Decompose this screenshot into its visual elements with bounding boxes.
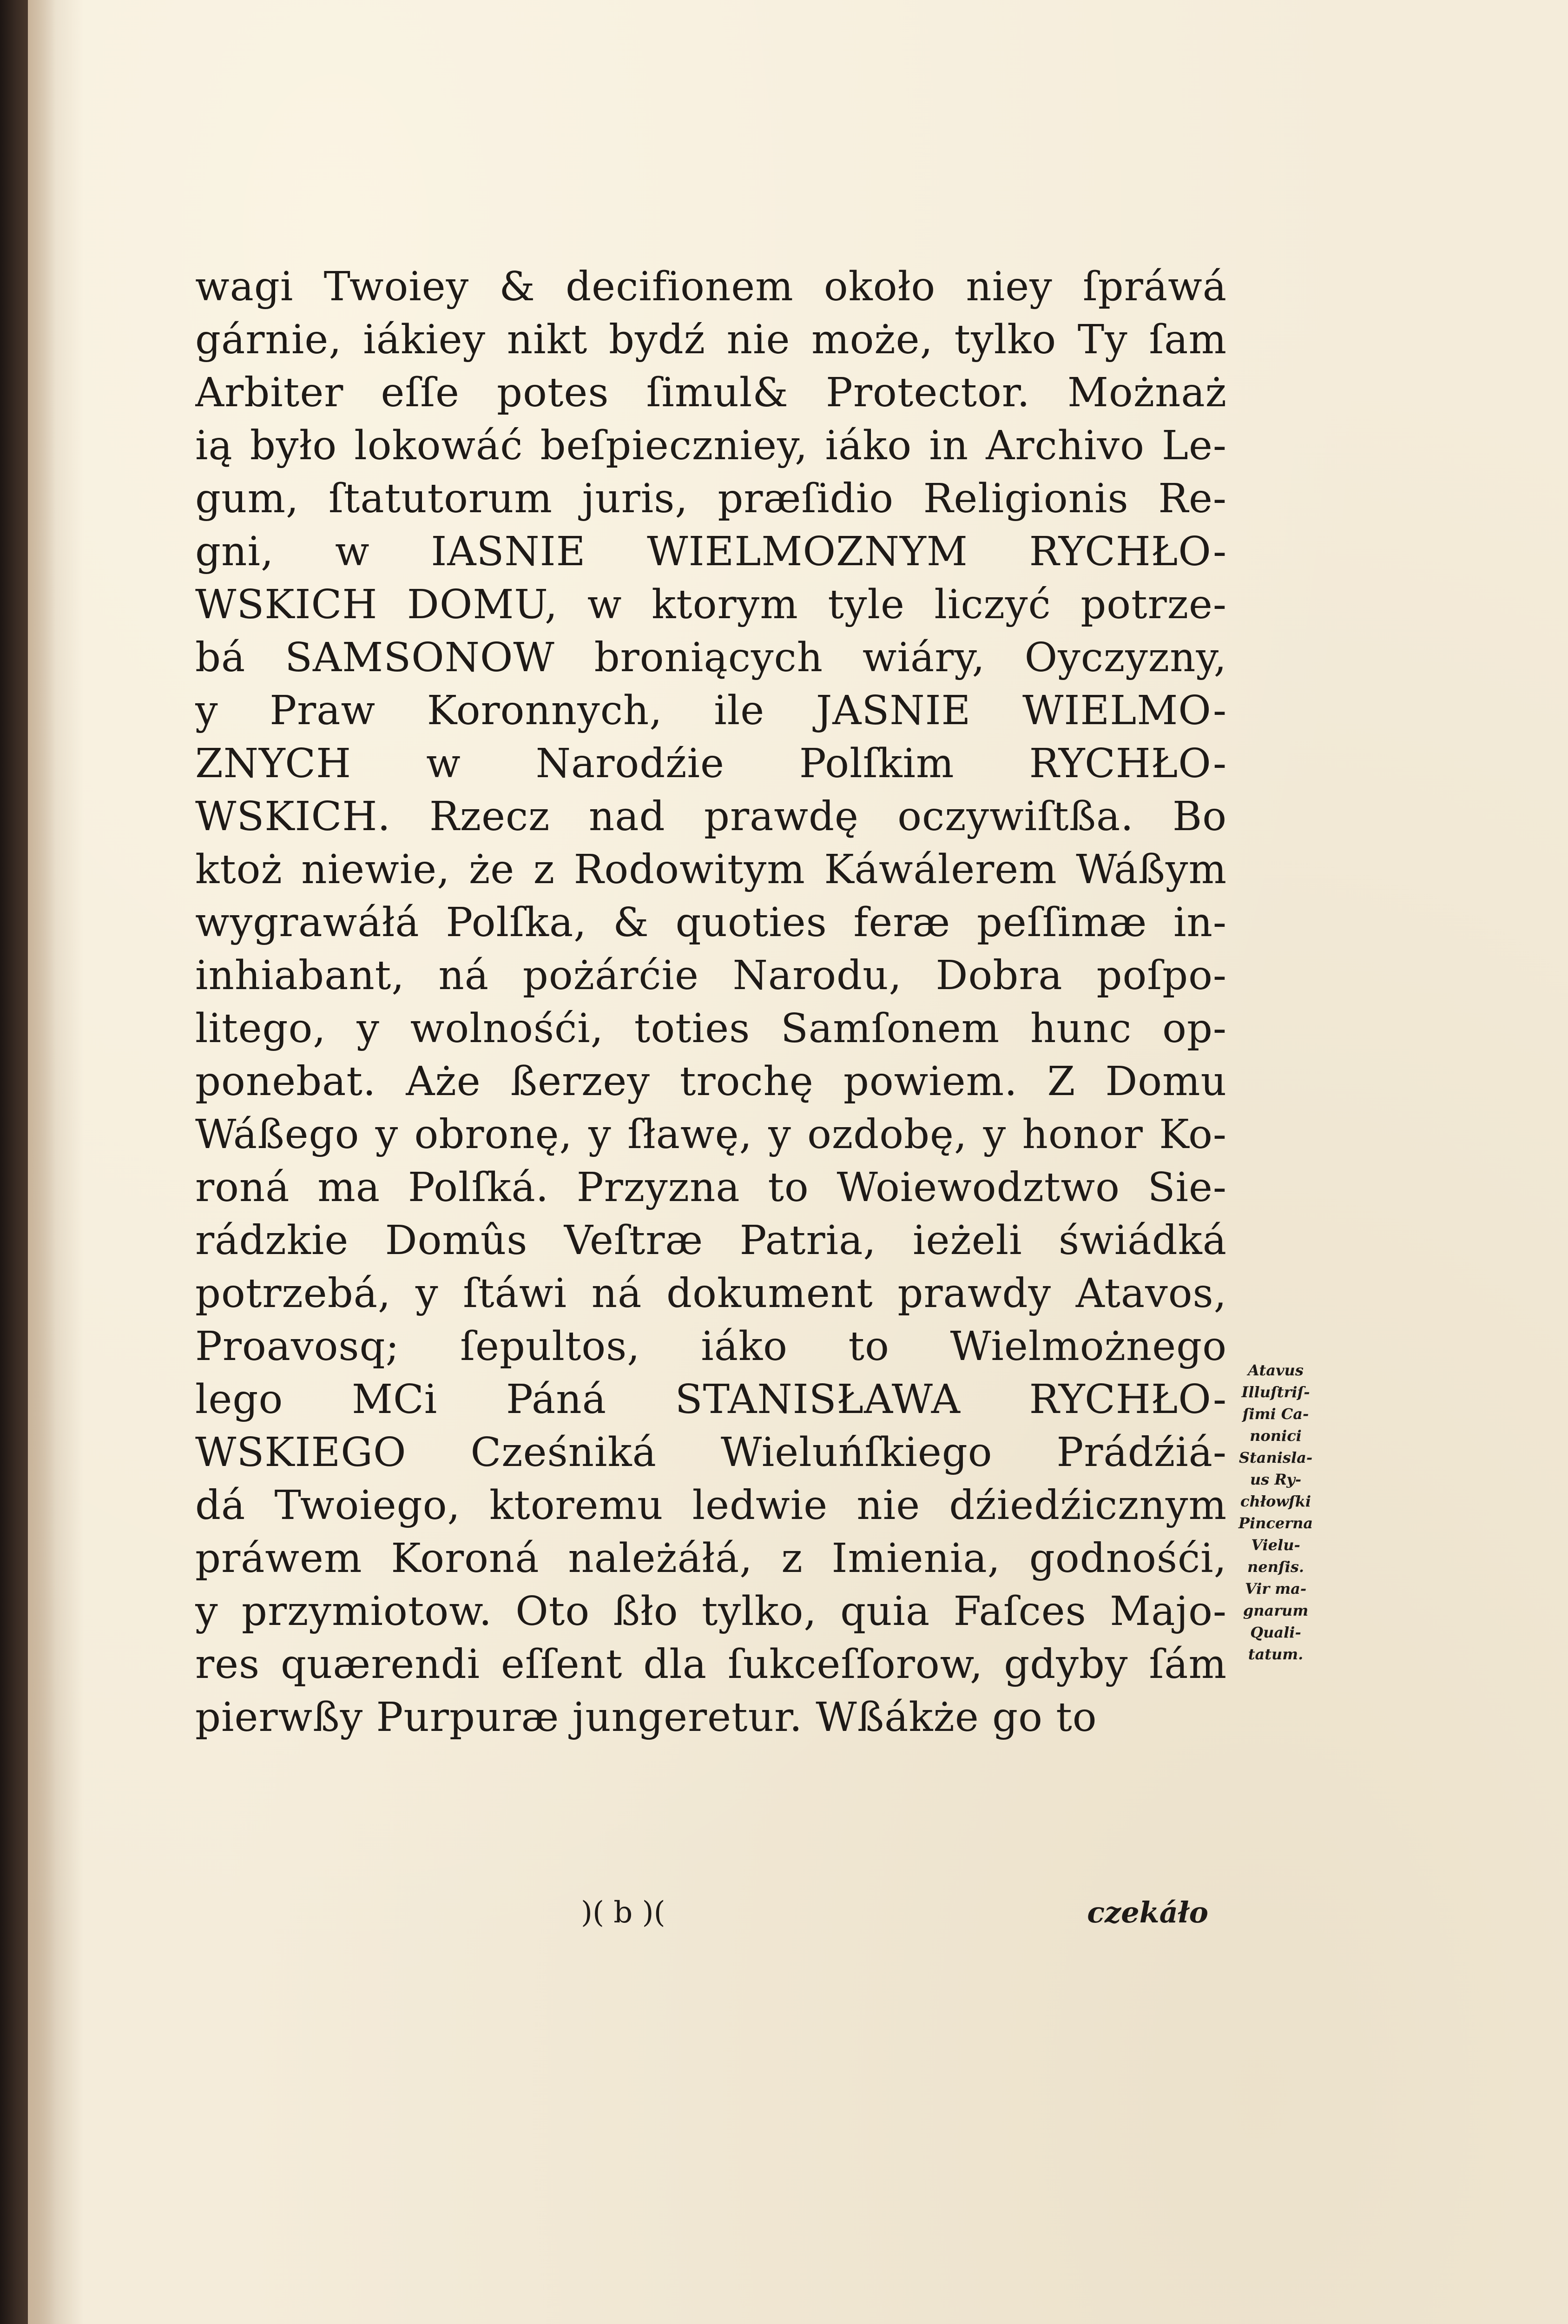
- text-line: wagi Twoiey & decifionem około niey ſpráwá: [195, 264, 1227, 310]
- text-line: gárnie, iákiey nikt bydź nie może, tylko Ty ſam: [195, 317, 1227, 363]
- margin-note-line: Quali-: [1250, 1624, 1301, 1641]
- text-line: potrzebá, y ſtáwi ná dokument prawdy Atavos,: [195, 1270, 1227, 1317]
- margin-note-line: chłowſki: [1240, 1492, 1311, 1510]
- text-line: litego, y wolnośći, toties Samſonem hunc op-: [195, 1005, 1227, 1052]
- text-line: ktoż niewie, że z Rodowitym Káwálerem Wáßym: [195, 846, 1227, 893]
- text-line: rádzkie Domûs Veſtræ Patria, ieżeli świádká: [195, 1217, 1227, 1264]
- margin-note-line: Stanisla-: [1239, 1449, 1313, 1466]
- margin-note-line: Illuſtriſ-: [1241, 1383, 1310, 1401]
- main-text-block: [195, 260, 1227, 1744]
- text-line: bá SAMSONOW broniących wiáry, Oyczyzny,: [195, 634, 1227, 681]
- margin-note-line: Vir ma-: [1245, 1580, 1307, 1598]
- text-line: Proavosq; ſepultos, iáko to Wielmożnego: [195, 1323, 1227, 1370]
- margin-note-line: gnarum: [1243, 1602, 1309, 1619]
- margin-note-line: nenſis.: [1247, 1558, 1304, 1576]
- margin-note-line: Vielu-: [1251, 1536, 1300, 1554]
- text-line: WSKICH DOMU, w ktorym tyle liczyć potrze-: [195, 581, 1227, 628]
- text-line: res quærendi eſſent dla ſukceſſorow, gdyby ſám: [195, 1641, 1227, 1688]
- page-footer: [195, 1887, 1227, 1938]
- catchword: czekáło: [1087, 1895, 1208, 1929]
- margin-note-line: us Ry-: [1250, 1471, 1302, 1488]
- text-line: dá Twoiego, ktoremu ledwie nie dźiedźicznym: [195, 1482, 1227, 1529]
- margin-note-line: nonici: [1250, 1427, 1302, 1445]
- text-line: ią było lokowáć beſpieczniey, iáko in Archivo Le-: [195, 423, 1227, 469]
- text-line: práwem Koroná należáłá, z Imienia, godnośći,: [195, 1535, 1227, 1582]
- text-line: ponebat. Aże ßerzey trochę powiem. Z Domu: [195, 1058, 1227, 1105]
- text-line: Wáßego y obronę, y ſławę, y ozdobę, y honor Ko-: [195, 1111, 1227, 1158]
- text-line: ZNYCH w Narodźie Polſkim RYCHŁO-: [195, 740, 1227, 787]
- text-line: inhiabant, ná pożárćie Narodu, Dobra poſpo-: [195, 952, 1227, 999]
- text-line: lego MCi Páná STANISŁAWA RYCHŁO-: [195, 1376, 1227, 1423]
- text-line: wygrawáłá Polſka, & quoties feræ peſſimæ in-: [195, 899, 1227, 946]
- text-line: y Praw Koronnych, ile JASNIE WIELMO-: [195, 687, 1227, 734]
- margin-note-line: tatum.: [1248, 1645, 1304, 1663]
- text-line: Arbiter eſſe potes ſimul& Protector. Możnaż: [195, 370, 1227, 416]
- marginal-note: [1236, 1360, 1315, 1665]
- page-gutter: [28, 0, 56, 2324]
- text-line: gum, ſtatutorum juris, præſidio Religionis Re-: [195, 475, 1227, 522]
- text-line: WSKICH. Rzecz nad prawdę oczywiſtßa. Bo: [195, 793, 1227, 840]
- margin-note-line: ſimi Ca-: [1242, 1405, 1309, 1423]
- text-line: y przymiotow. Oto ßło tylko, quia Faſces Majo-: [195, 1588, 1227, 1635]
- margin-note-line: Atavus: [1248, 1361, 1304, 1379]
- text-line: pierwßy Purpuræ jungeretur. Wßákże go to: [195, 1694, 1097, 1741]
- text-line: WSKIEGO Cześniká Wieluńſkiego Prádźiá-: [195, 1429, 1227, 1476]
- margin-note-line: Pincerna: [1238, 1514, 1313, 1532]
- text-line: gni, w IASNIE WIELMOZNYM RYCHŁO-: [195, 528, 1227, 575]
- signature-mark: )( b )(: [581, 1895, 665, 1930]
- text-line: roná ma Polſká. Przyzna to Woiewodztwo Sie-: [195, 1164, 1227, 1211]
